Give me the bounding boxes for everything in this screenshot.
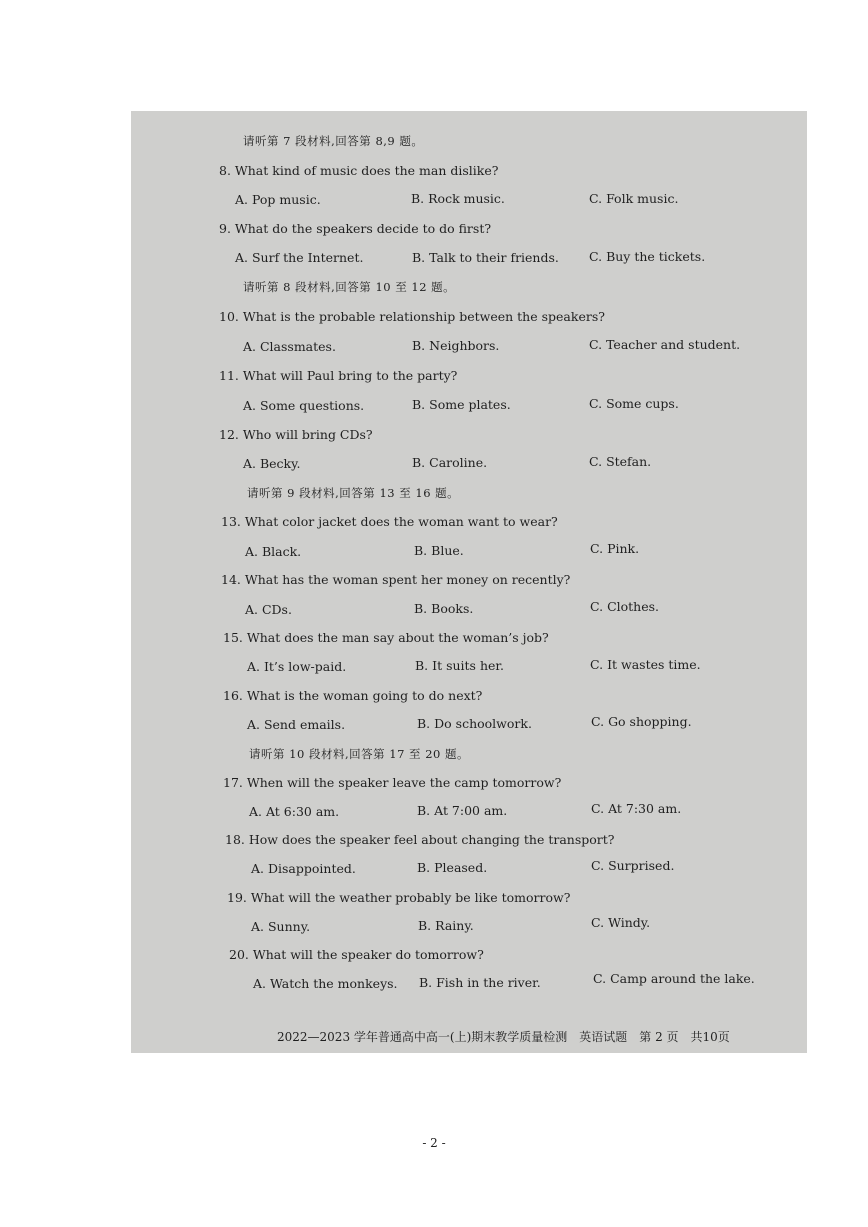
option-b: B. Rock music. [411, 191, 505, 206]
option-c: C. Buy the tickets. [589, 249, 706, 264]
question-11: 11. What will Paul bring to the party? [219, 368, 458, 383]
option-b: B. Some plates. [412, 397, 511, 412]
option-c: C. Stefan. [589, 454, 652, 469]
question-10: 10. What is the probable relationship between the speakers? [219, 309, 605, 324]
section-instruction: 请听第 10 段材料,回答第 17 至 20 题。 [249, 747, 469, 761]
option-c: C. Windy. [591, 915, 651, 930]
option-a: A. At 6:30 am. [249, 804, 340, 819]
option-a: A. Classmates. [243, 339, 336, 354]
option-c: C. At 7:30 am. [591, 801, 682, 816]
option-c: C. Go shopping. [591, 714, 692, 729]
question-8: 8. What kind of music does the man dislike? [219, 163, 499, 178]
option-a: A. Sunny. [251, 919, 311, 934]
option-a: A. Disappointed. [251, 861, 356, 876]
option-c: C. Teacher and student. [589, 337, 741, 352]
option-a: A. It’s low-paid. [247, 659, 347, 674]
option-a: A. Black. [245, 544, 302, 559]
section-instruction: 请听第 7 段材料,回答第 8,9 题。 [243, 134, 424, 148]
option-a: A. Becky. [243, 456, 301, 471]
option-c: C. Surprised. [591, 858, 675, 873]
option-c: C. Camp around the lake. [593, 971, 755, 986]
option-b: B. Books. [414, 601, 474, 616]
option-a: A. Surf the Internet. [235, 250, 364, 265]
option-a: A. CDs. [245, 602, 292, 617]
question-16: 16. What is the woman going to do next? [223, 688, 483, 703]
option-a: A. Send emails. [247, 717, 346, 732]
option-b: B. Neighbors. [412, 338, 500, 353]
option-b: B. Talk to their friends. [412, 250, 559, 265]
option-b: B. At 7:00 am. [417, 803, 508, 818]
page-number: - 2 - [422, 1136, 446, 1150]
question-14: 14. What has the woman spent her money on recently? [221, 572, 571, 587]
question-20: 20. What will the speaker do tomorrow? [229, 947, 484, 962]
question-12: 12. Who will bring CDs? [219, 427, 373, 442]
option-c: C. Folk music. [589, 191, 679, 206]
option-c: C. Clothes. [590, 599, 660, 614]
option-b: B. Blue. [414, 543, 464, 558]
option-c: C. It wastes time. [590, 657, 701, 672]
option-a: A. Pop music. [235, 192, 321, 207]
option-a: A. Some questions. [243, 398, 365, 413]
page-footer: 2022—2023 学年普通高中高一(上)期末教学质量检测 英语试题 第 2 页 共10页 [277, 1030, 730, 1044]
option-b: B. Pleased. [417, 860, 488, 875]
question-18: 18. How does the speaker feel about changing the transport? [225, 832, 615, 847]
option-c: C. Some cups. [589, 396, 679, 411]
question-9: 9. What do the speakers decide to do first? [219, 221, 492, 236]
option-b: B. Fish in the river. [419, 975, 541, 990]
option-b: B. Rainy. [418, 918, 474, 933]
question-13: 13. What color jacket does the woman want to wear? [221, 514, 558, 529]
question-15: 15. What does the man say about the woman’s job? [223, 630, 549, 645]
section-instruction: 请听第 8 段材料,回答第 10 至 12 题。 [243, 280, 456, 294]
option-b: B. Caroline. [412, 455, 488, 470]
question-17: 17. When will the speaker leave the camp tomorrow? [223, 775, 562, 790]
option-c: C. Pink. [590, 541, 640, 556]
scanned-page [131, 111, 807, 1053]
option-b: B. Do schoolwork. [417, 716, 532, 731]
option-a: A. Watch the monkeys. [253, 976, 398, 991]
question-19: 19. What will the weather probably be like tomorrow? [227, 890, 571, 905]
section-instruction: 请听第 9 段材料,回答第 13 至 16 题。 [247, 486, 460, 500]
option-b: B. It suits her. [415, 658, 504, 673]
